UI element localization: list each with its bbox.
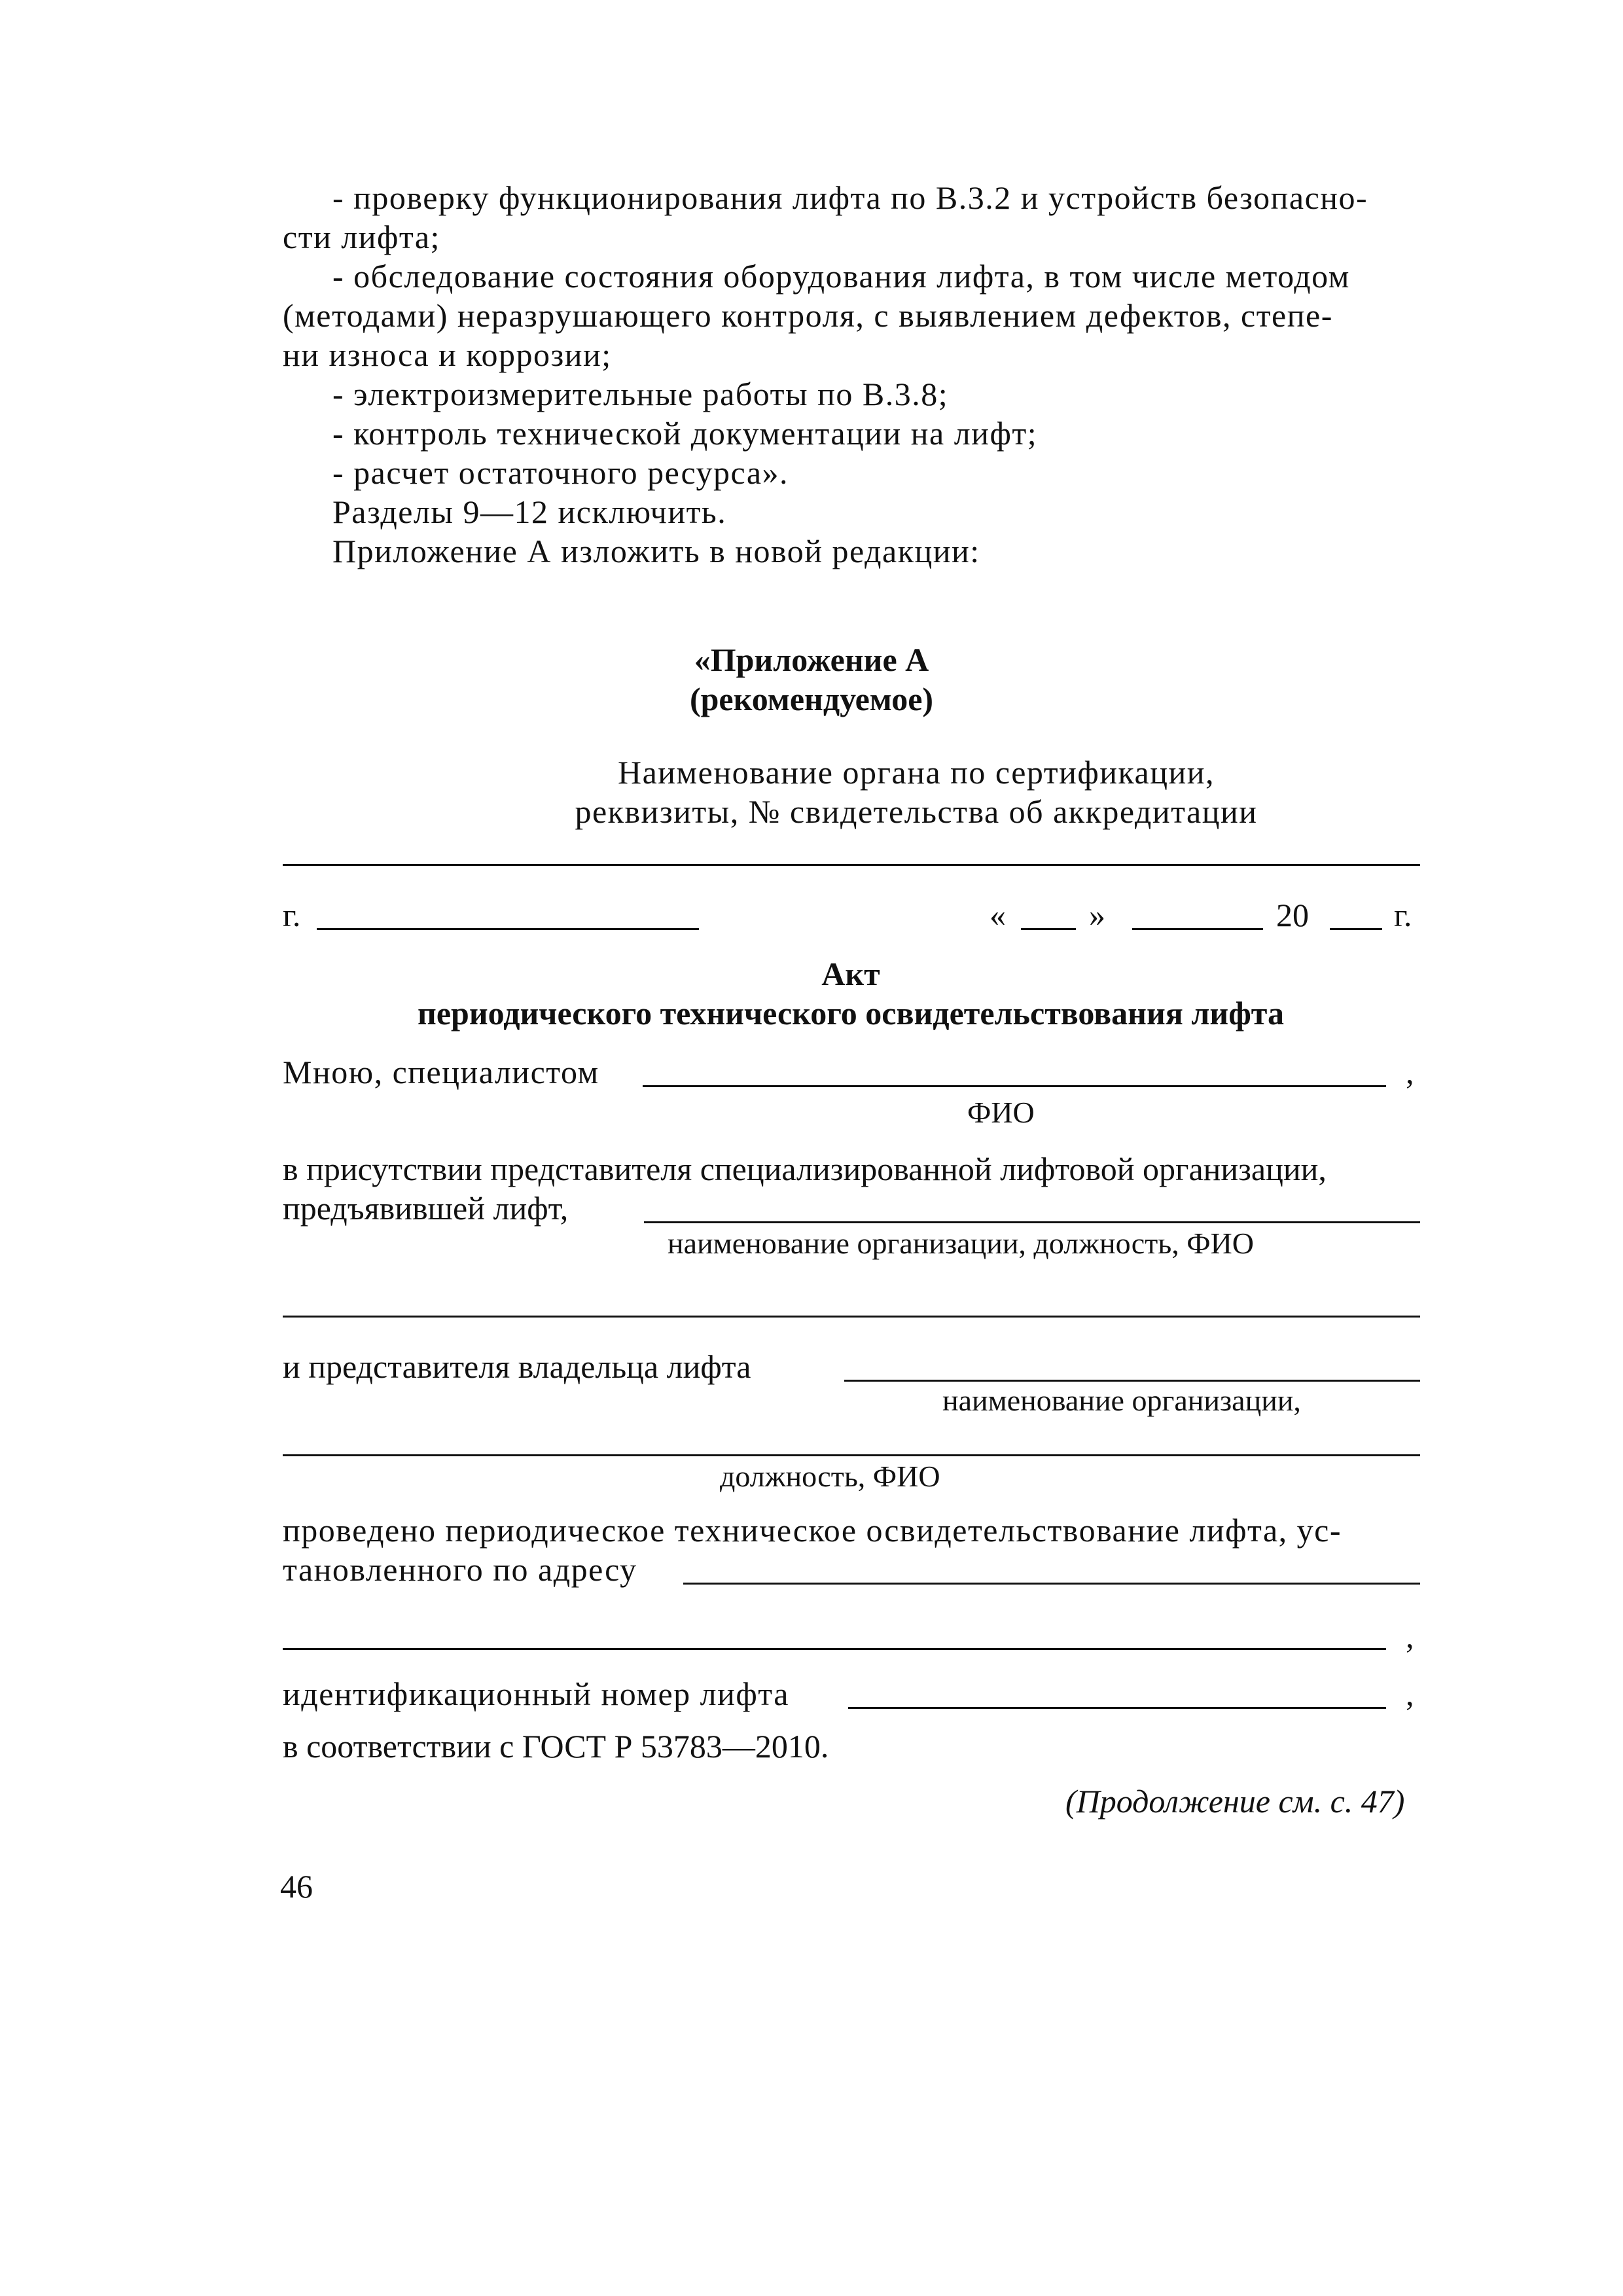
lift-id-blank [848, 1707, 1386, 1709]
appendix-subtitle: (рекомендуемое) [689, 681, 934, 717]
by-specialist-label: Мною, специалистом [283, 1054, 599, 1090]
date-close-quote: » [1089, 897, 1105, 933]
date-open-quote: « [990, 897, 1006, 933]
owner-caption-2: должность, ФИО [720, 1460, 940, 1493]
presence-caption: наименование организации, должность, ФИО [668, 1227, 1255, 1260]
intro-line-8: - расчет остаточного ресурса». [332, 454, 789, 491]
specialist-comma: , [1406, 1054, 1414, 1090]
intro-line-2: сти лифта; [283, 219, 440, 255]
intro-line-7: - контроль технической документации на лифт; [332, 415, 1038, 452]
presence-blank-2 [283, 1316, 1420, 1318]
intro-line-4: (методами) неразрушающего контроля, с выявлением дефектов, степе- [283, 297, 1333, 334]
intro-line-6: - электроизмерительные работы по В.3.8; [332, 376, 949, 412]
intro-line-3: - обследование состояния оборудования лифта, в том числе методом [332, 258, 1350, 295]
page-number: 46 [280, 1868, 313, 1905]
owner-rep-label: и представителя владельца лифта [283, 1348, 751, 1385]
org-line-2: реквизиты, № свидетельства об аккредитации [575, 793, 1258, 830]
year-suffix: г. [1394, 897, 1412, 933]
owner-blank-2 [283, 1454, 1420, 1456]
act-title: Акт [821, 956, 880, 992]
intro-line-10: Приложение А изложить в новой редакции: [332, 533, 980, 569]
address-blank-2 [283, 1648, 1386, 1650]
month-blank [1132, 928, 1263, 930]
specialist-blank [643, 1085, 1386, 1087]
city-prefix: г. [283, 897, 301, 933]
presence-blank [644, 1221, 1420, 1223]
presence-line-1: в присутствии представителя специализированной лифтовой организации, [283, 1151, 1327, 1187]
org-line-1: Наименование органа по сертификации, [617, 754, 1215, 791]
city-blank [317, 928, 699, 930]
day-blank [1021, 928, 1076, 930]
presence-line-2: предъявившей лифт, [283, 1190, 569, 1227]
intro-line-1: - проверку функционирования лифта по В.3.2 и устройств безопасно- [332, 179, 1368, 216]
appendix-title: «Приложение А [694, 641, 929, 678]
owner-caption: наименование организации, [942, 1384, 1301, 1417]
accordance-text: в соответствии с ГОСТ Р 53783—2010. [283, 1728, 829, 1765]
continuation-note: (Продолжение см. с. 47) [1065, 1783, 1405, 1820]
address-blank [683, 1583, 1420, 1585]
fio-caption: ФИО [967, 1096, 1035, 1129]
year-blank [1330, 928, 1382, 930]
year-prefix: 20 [1276, 897, 1309, 933]
lift-id-label: идентификационный номер лифта [283, 1676, 789, 1712]
org-blank-line [283, 864, 1420, 866]
conducted-line-1: проведено периодическое техническое освидетельствование лифта, ус- [283, 1512, 1342, 1549]
lift-id-comma: , [1406, 1676, 1414, 1712]
conducted-line-2: тановленного по адресу [283, 1551, 637, 1588]
intro-line-5: ни износа и коррозии; [283, 336, 612, 373]
act-subtitle: периодического технического освидетельствования лифта [418, 995, 1284, 1031]
intro-line-9: Разделы 9—12 исключить. [332, 493, 727, 530]
address-comma: , [1406, 1618, 1414, 1655]
